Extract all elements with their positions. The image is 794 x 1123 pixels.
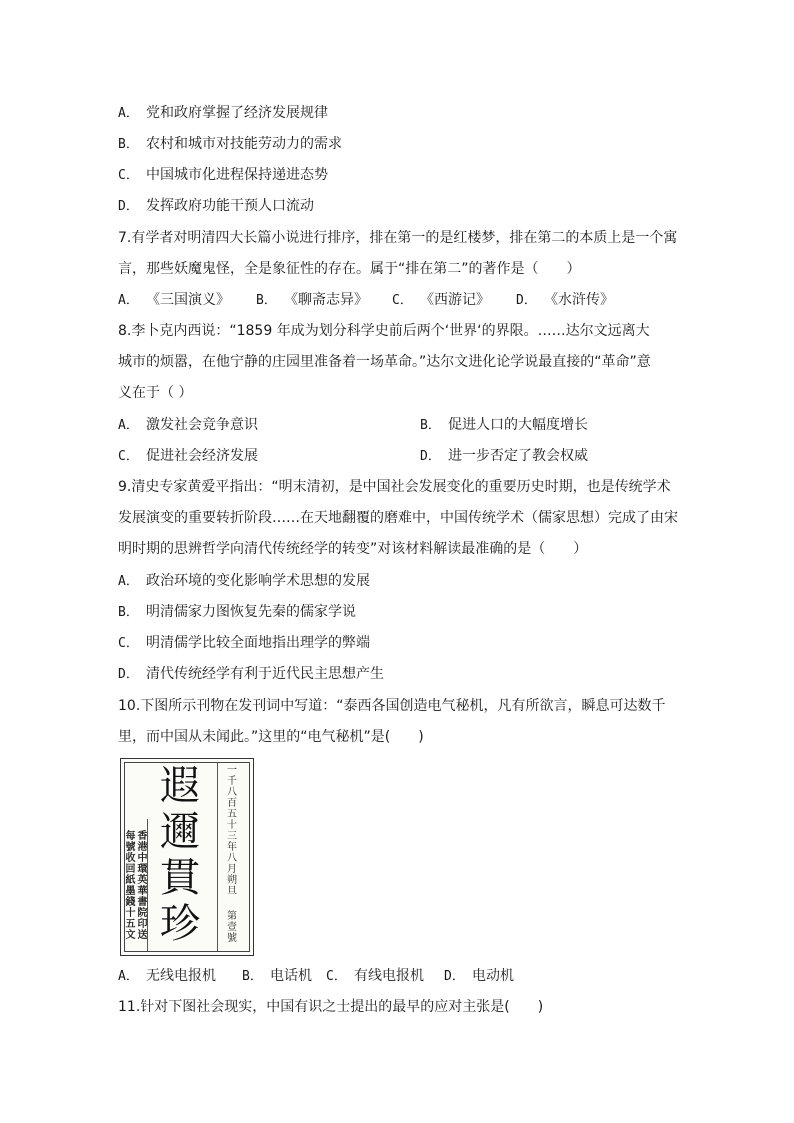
q10-stem-line2: 里，而中国从未闻此。”这里的“电气秘机”是( )	[118, 729, 424, 745]
option-letter: A．	[118, 418, 139, 433]
option-text: 党和政府掌握了经济发展规律	[146, 105, 328, 121]
q9-option-d	[118, 664, 384, 685]
q9-stem-line3: 明时期的思辨哲学向清代传统经学的转变”对该材料解读最准确的是（ ）	[118, 541, 588, 557]
q8-option-a	[118, 415, 258, 436]
cover-issue: 第壹號	[227, 911, 237, 944]
option-text: 激发社会竞争意识	[146, 417, 258, 433]
option-text: 促进人口的大幅度增长	[448, 417, 588, 433]
q11-stem-line1: 11.针对下图社会现实，中国有识之士提出的最早的应对主张是( )	[118, 999, 544, 1015]
option-text: 农村和城市对技能劳动力的需求	[146, 136, 342, 152]
option-text: 促进社会经济发展	[146, 448, 258, 464]
option-text: 发挥政府功能干预人口流动	[146, 198, 314, 214]
q8-option-b	[420, 415, 588, 436]
option-text: 《西游记》	[420, 292, 490, 308]
cover-title-char: 遐	[160, 763, 200, 809]
q6-option-c	[118, 165, 328, 186]
option-letter: D．	[420, 449, 441, 464]
q10-option-b	[242, 966, 326, 987]
option-letter: B．	[118, 605, 139, 620]
q8-stem-line3: 义在于（ ）	[118, 385, 193, 401]
option-letter: A．	[118, 574, 139, 589]
q7-option-b	[256, 290, 392, 311]
q9-option-a	[118, 571, 370, 592]
option-letter: D．	[444, 969, 465, 984]
option-letter: B．	[118, 137, 139, 152]
option-text: 《三国演义》	[146, 292, 230, 308]
option-letter: B．	[256, 293, 277, 308]
option-text: 《水浒传》	[544, 292, 614, 308]
q7-options	[118, 290, 614, 311]
option-text: 电话机	[270, 968, 312, 984]
option-letter: D．	[516, 293, 537, 308]
option-letter: A．	[118, 969, 139, 984]
option-text: 中国城市化进程保持递进态势	[146, 167, 328, 183]
q7-option-d	[516, 290, 614, 311]
q9-stem-line1: 9.清史专家黄爱平指出：“明末清初，是中国社会发展变化的重要历史时期，也是传统学术	[118, 479, 671, 495]
cover-title	[149, 763, 211, 947]
cover-title-char: 珍	[160, 901, 200, 947]
q10-option-a	[118, 966, 242, 987]
option-text: 电动机	[472, 968, 514, 984]
option-text: 明清儒家力图恢复先秦的儒家学说	[146, 604, 356, 620]
option-text: 无线电报机	[146, 968, 216, 984]
option-letter: D．	[118, 667, 139, 682]
option-letter: B．	[242, 969, 263, 984]
q9-option-c	[118, 633, 370, 654]
option-letter: C．	[118, 636, 139, 651]
q10-option-c	[326, 966, 444, 987]
q10-option-d	[444, 966, 514, 987]
q7-option-c	[392, 290, 516, 311]
option-letter: C．	[118, 449, 139, 464]
option-text: 明清儒学比较全面地指出理学的弊端	[146, 635, 370, 651]
q10-options	[118, 966, 514, 987]
option-letter: D．	[118, 199, 139, 214]
cover-divider	[217, 763, 218, 951]
q7-option-a	[118, 290, 256, 311]
option-letter: C．	[118, 168, 139, 183]
q6-option-b	[118, 134, 342, 155]
q10-stem-line1: 10.下图所示刊物在发刊词中写道：“泰西各国创造电气秘机，凡有所欲言，瞬息可达数千	[118, 698, 666, 714]
option-text: 有线电报机	[354, 968, 424, 984]
cover-date: 一千八百五十三年八月朔旦	[227, 765, 237, 897]
q6-option-a	[118, 103, 328, 124]
option-letter: C．	[326, 969, 347, 984]
cover-title-char: 貫	[160, 855, 200, 901]
option-letter: C．	[392, 293, 413, 308]
cover-price: 每號收回紙墨錢十五文	[125, 831, 136, 941]
cover-publisher: 香港中環英華書院印送	[137, 831, 148, 941]
q6-option-d	[118, 196, 314, 217]
option-text: 进一步否定了教会权威	[448, 448, 588, 464]
q8-stem-line1: 8.李卜克内西说：“1859 年成为划分科学史前后两个‘世界‘的界限。……达尔文远离大	[118, 323, 650, 339]
q8-option-c	[118, 446, 258, 467]
option-text: 清代传统经学有利于近代民主思想产生	[146, 666, 384, 682]
periodical-cover-image	[120, 758, 254, 956]
q9-option-b	[118, 602, 356, 623]
q7-stem-line1: 7.有学者对明清四大长篇小说进行排序，排在第一的是红楼梦，排在第二的本质上是一个寓	[118, 230, 678, 246]
option-letter: B．	[420, 418, 441, 433]
option-text: 《聊斋志异》	[284, 292, 368, 308]
cover-title-char: 邇	[160, 809, 200, 855]
q8-stem-line2: 城市的烦嚣，在他宁静的庄园里准备着一场革命。”达尔文进化论学说最直接的“革命”意	[118, 354, 651, 370]
option-letter: A．	[118, 293, 139, 308]
q8-option-d	[420, 446, 588, 467]
q7-stem-line2: 言，那些妖魔鬼怪，全是象征性的存在。属于“排在第二”的著作是（ ）	[118, 261, 581, 277]
option-text: 政治环境的变化影响学术思想的发展	[146, 573, 370, 589]
option-letter: A．	[118, 106, 139, 121]
q9-stem-line2: 发展演变的重要转折阶段……在天地翻覆的磨难中，中国传统学术（儒家思想）完成了由宋	[118, 510, 678, 526]
